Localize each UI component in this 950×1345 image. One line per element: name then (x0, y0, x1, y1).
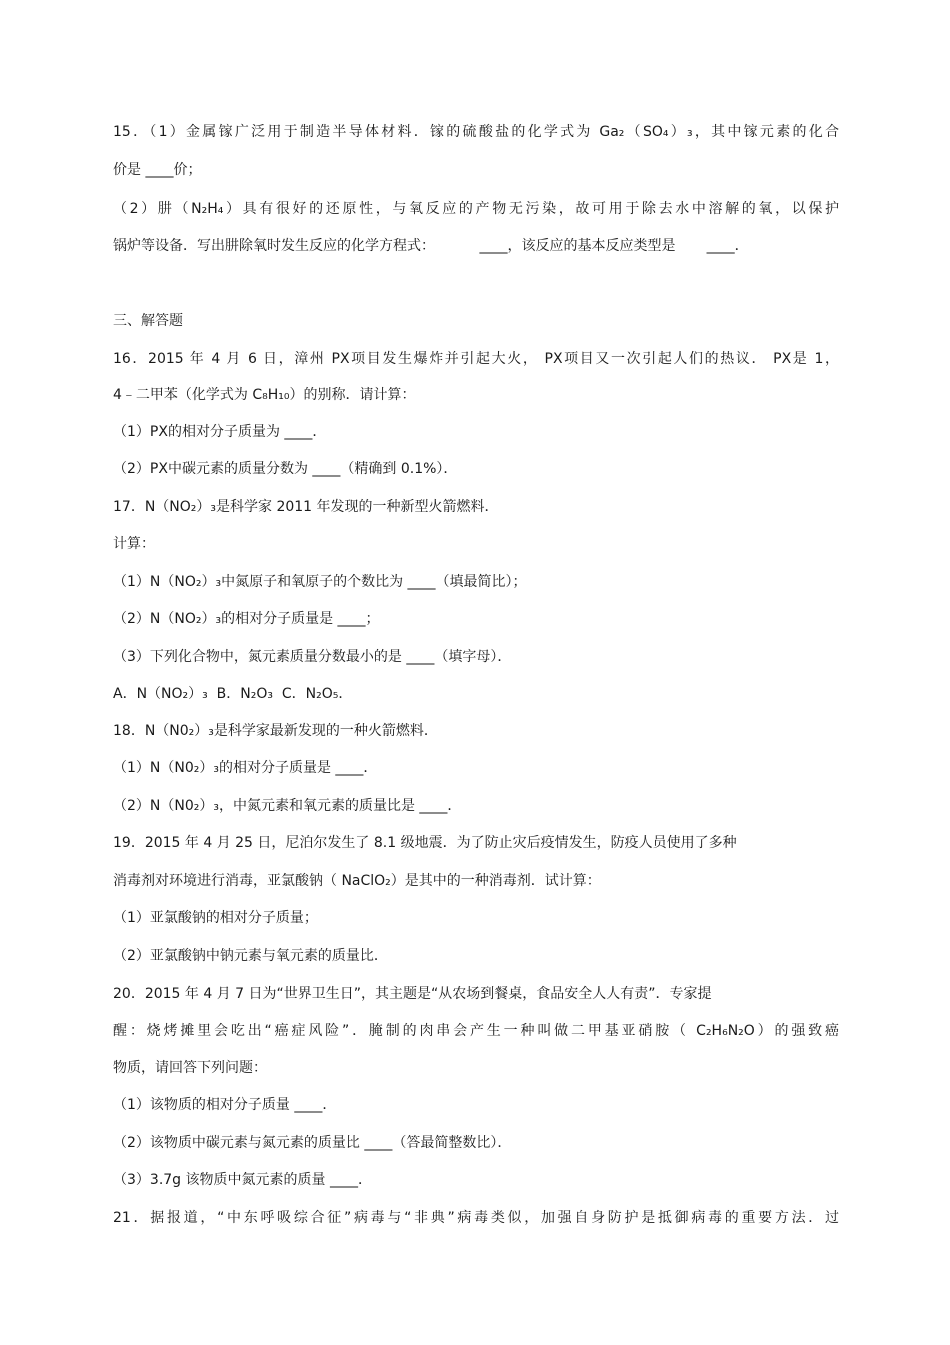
q20-sub2: （2）该物质中碳元素与氮元素的质量比 ____（答最简整数比）． (113, 1135, 512, 1151)
q15-part1-line1: 15．（1）金属镓广泛用于制造半导体材料．镓的硫酸盐的化学式为 Ga₂（SO₄）₃，其中镓元素的化合 (113, 124, 839, 140)
q16-sub1: （1）PX的相对分子质量为 ____． (113, 424, 327, 440)
q19-line2: 消毒剂对环境进行消毒，亚氯酸钠（ NaClO₂）是其中的一种消毒剂．试计算： (113, 873, 601, 889)
q17-line2: 计算： (113, 536, 155, 552)
q19-line1: 19．2015 年 4 月 25 日，尼泊尔发生了 8.1 级地震．为了防止灾后疫情发生，防疫人员使用了多种 (113, 835, 737, 851)
q16-line2: 4﹣二甲苯（化学式为 C₈H₁₀）的别称．请计算： (113, 387, 416, 403)
q20-sub3: （3）3.7g 该物质中氮元素的质量 ____． (113, 1172, 372, 1188)
q20-sub1: （1）该物质的相对分子质量 ____． (113, 1097, 337, 1113)
q20-line3: 物质，请回答下列问题： (113, 1060, 267, 1076)
q20-line1: 20．2015 年 4 月 7 日为“世界卫生日”，其主题是“从农场到餐桌，食品安全人人有责”．专家提 (113, 986, 712, 1002)
q15-part2-line2: 锅炉等设备．写出肼除氧时发生反应的化学方程式： ____，该反应的基本反应类型是 ____． (113, 238, 749, 254)
q17-line1: 17．N（NO₂）₃是科学家 2011 年发现的一种新型火箭燃料． (113, 499, 499, 515)
q16-line1: 16．2015 年 4 月 6 日，漳州 PX项目发生爆炸并引起大火， PX项目又一次引起人们的热议． PX是 1， (113, 351, 839, 367)
q17-sub2: （2）N（NO₂）₃的相对分子质量是 ____； (113, 611, 380, 627)
q18-sub2: （2）N（N0₂）₃，中氮元素和氧元素的质量比是 ____． (113, 798, 462, 814)
q17-options: A．N（NO₂）₃ B．N₂O₃ C．N₂O₅． (113, 686, 353, 702)
q19-sub2: （2）亚氯酸钠中钠元素与氧元素的质量比． (113, 948, 388, 964)
q16-sub2: （2）PX中碳元素的质量分数为 ____（精确到 0.1%）． (113, 461, 458, 477)
q19-sub1: （1）亚氯酸钠的相对分子质量； (113, 910, 318, 926)
q18-line1: 18．N（N0₂）₃是科学家最新发现的一种火箭燃料． (113, 723, 438, 739)
q18-sub1: （1）N（N0₂）₃的相对分子质量是 ____． (113, 760, 378, 776)
q17-sub1: （1）N（NO₂）₃中氮原子和氧原子的个数比为 ____（填最简比）； (113, 574, 527, 590)
q21-line1: 21．据报道，“中东呼吸综合征”病毒与“非典”病毒类似，加强自身防护是抵御病毒的重要方法．过 (113, 1210, 839, 1226)
q15-part2-line1: （2）肼（N₂H₄）具有很好的还原性，与氧反应的产物无污染，故可用于除去水中溶解的氧，以保护 (113, 201, 839, 217)
q20-line2: 醒：烧烤摊里会吃出“癌症风险”．腌制的肉串会产生一种叫做二甲基亚硝胺（ C₂H₆N₂O）的强致癌 (113, 1023, 839, 1039)
section-heading: 三、解答题 (113, 313, 183, 329)
q17-sub3: （3）下列化合物中，氮元素质量分数最小的是 ____（填字母）． (113, 649, 512, 665)
q15-part1-line2: 价是 ____价； (113, 162, 202, 178)
